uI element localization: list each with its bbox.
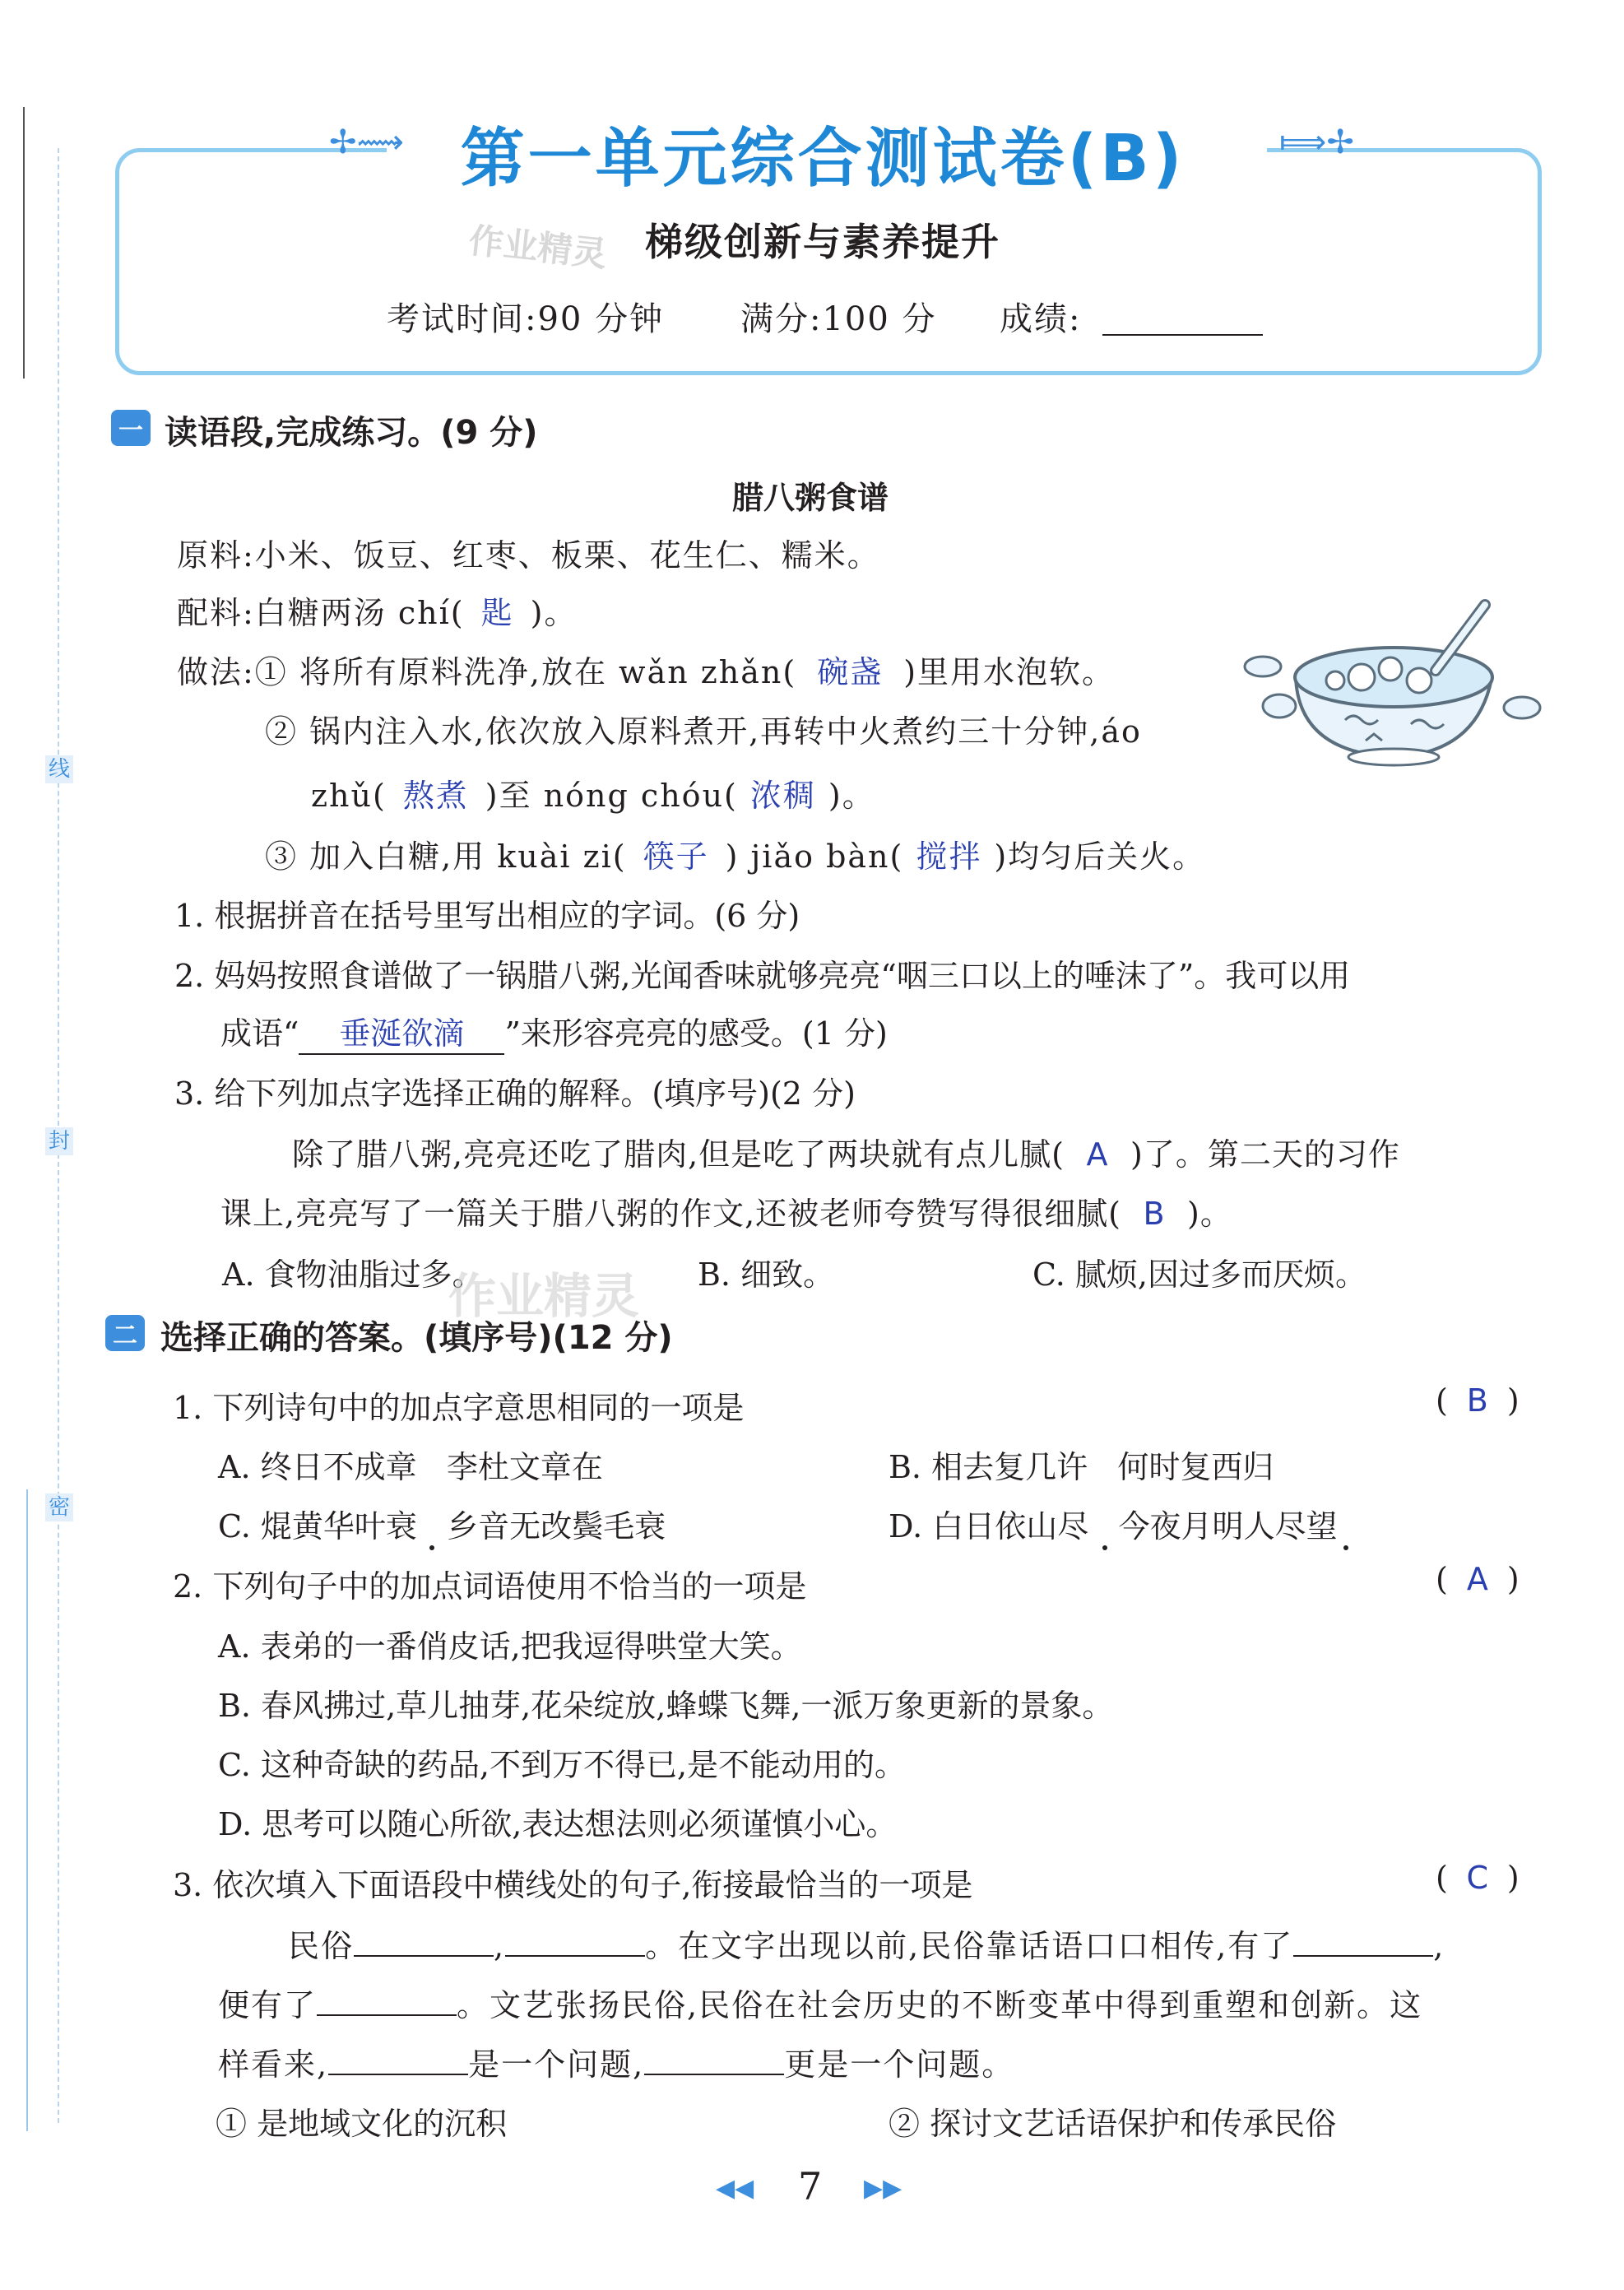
header-ornament-left: ✢⟿ bbox=[329, 123, 404, 161]
s2-q3-option-1: ① 是地域文化的沉积 bbox=[216, 2106, 508, 2142]
answer-kuaizi[interactable]: 筷子 bbox=[643, 838, 709, 875]
s2-q2-option-d: D. 思考可以随心所欲,表达想法则必须谨慎小心。 bbox=[218, 1806, 898, 1842]
answer-ni-1[interactable]: A bbox=[1086, 1136, 1109, 1173]
s2-q3-passage-3: 样看来, 是一个问题, 更是一个问题。 bbox=[218, 2039, 1014, 2084]
page-number: 7 bbox=[798, 2164, 823, 2209]
score-label: 成绩: bbox=[1000, 300, 1082, 338]
s2-q2-answer[interactable]: A bbox=[1466, 1561, 1490, 1597]
watermark-logo: 作业精灵 bbox=[466, 220, 609, 275]
page-subtitle: 梯级创新与素养提升 bbox=[645, 220, 1000, 264]
section-1-number: 一 bbox=[111, 410, 151, 446]
recipe-title: 腊八粥食谱 bbox=[732, 480, 889, 516]
s2-q2-option-a: A. 表弟的一番俏皮话,把我逗得哄堂大笑。 bbox=[218, 1628, 802, 1665]
s1-q3: 3. 给下列加点字选择正确的解释。(填序号)(2 分) bbox=[174, 1075, 856, 1112]
s2-q2-option-c: C. 这种奇缺的药品,不到万不得已,是不能动用的。 bbox=[218, 1747, 907, 1783]
s2-q1-option-b: B. 相去复几许 何时复西归 bbox=[889, 1449, 1274, 1485]
score-blank[interactable] bbox=[1102, 334, 1263, 336]
s1-q2-line2: 成语“ 垂涎欲滴 ”来形容亮亮的感受。(1 分) bbox=[220, 1008, 888, 1055]
s2-q1: 1. 下列诗句中的加点字意思相同的一项是 bbox=[173, 1390, 745, 1426]
page-title: 第一单元综合测试卷(B) bbox=[460, 122, 1186, 196]
s1-q3-option-a: A. 食物油脂过多。 bbox=[222, 1256, 484, 1293]
s2-q3-option-2: ② 探讨文艺话语保护和传承民俗 bbox=[889, 2106, 1337, 2142]
fill-blank[interactable] bbox=[328, 2042, 468, 2075]
fill-blank[interactable] bbox=[1293, 1924, 1433, 1957]
s2-q1-option-c: C. 焜黄华叶衰 乡音无改鬓毛衰 bbox=[218, 1508, 666, 1544]
fill-blank[interactable] bbox=[644, 2042, 784, 2075]
s2-q3: 3. 依次填入下面语段中横线处的句子,衔接最恰当的一项是 bbox=[173, 1867, 973, 1903]
s2-q1-answer[interactable]: B bbox=[1466, 1382, 1490, 1419]
s2-q1-option-d: D. 白日依山尽 今夜月明人尽望 bbox=[889, 1508, 1338, 1544]
recipe-ingredients: 原料:小米、饭豆、红枣、板栗、花生仁、糯米。 bbox=[177, 537, 880, 574]
fill-blank[interactable] bbox=[317, 1983, 457, 2016]
answer-wanzhan[interactable]: 碗盏 bbox=[817, 654, 884, 690]
emphasis-dot bbox=[1102, 1545, 1107, 1550]
s2-q2: 2. 下列句子中的加点词语使用不恰当的一项是 bbox=[173, 1568, 807, 1605]
recipe-method-3: ③ 加入白糖,用 kuài zi( 筷子 ) jiǎo bàn( 搅拌 )均匀后关火。 bbox=[265, 831, 1205, 876]
porridge-bowl-illustration bbox=[1230, 588, 1543, 778]
full-score: 满分:100 分 bbox=[740, 300, 937, 338]
s2-q3-answer[interactable]: C bbox=[1466, 1860, 1491, 1896]
fill-blank[interactable] bbox=[505, 1924, 645, 1957]
margin-label-xian: 线 bbox=[45, 755, 73, 783]
section-2-number: 二 bbox=[105, 1315, 145, 1351]
s1-q3-option-b: B. 细致。 bbox=[698, 1256, 835, 1293]
answer-idiom[interactable]: 垂涎欲滴 bbox=[299, 1008, 504, 1055]
exam-time: 考试时间:90 分钟 bbox=[387, 300, 665, 338]
margin-label-mi: 密 bbox=[45, 1493, 73, 1521]
answer-aozhu[interactable]: 熬煮 bbox=[402, 778, 469, 814]
s2-q3-passage-2: 便有了 。文艺张扬民俗,民俗在社会历史的不断变革中得到重塑和创新。这 bbox=[218, 1980, 1422, 2025]
prev-page-icon[interactable]: ◀◀ bbox=[716, 2174, 754, 2203]
next-page-icon[interactable]: ▶▶ bbox=[864, 2174, 902, 2203]
s2-q1-bracket: ( B ) bbox=[1436, 1382, 1521, 1419]
recipe-method-1: 做法:① 将所有原料洗净,放在 wǎn zhǎn( 碗盏 )里用水泡软。 bbox=[177, 647, 1115, 692]
s1-q2-line1: 2. 妈妈按照食谱做了一锅腊八粥,光闻香味就够亮亮“咽三口以上的唾沫了”。我可以用 bbox=[174, 958, 1351, 994]
recipe-method-2: ② 锅内注入水,依次放入原料煮开,再转中火煮约三十分钟,áo bbox=[265, 713, 1142, 750]
header-ornament-right: ⟾✢ bbox=[1279, 123, 1354, 161]
s1-q3-option-c: C. 腻烦,因过多而厌烦。 bbox=[1032, 1256, 1366, 1293]
section-1-title: 读语段,完成练习。(9 分) bbox=[165, 414, 538, 452]
margin-label-feng: 封 bbox=[45, 1127, 73, 1155]
s2-q2-bracket: ( A ) bbox=[1436, 1561, 1521, 1597]
binding-line bbox=[23, 107, 25, 379]
s1-q3-passage-2: 课上,亮亮写了一篇关于腊八粥的作文,还被老师夸赞写得很细腻( B )。 bbox=[220, 1196, 1232, 1232]
answer-nongchou[interactable]: 浓稠 bbox=[749, 778, 816, 814]
s2-q3-bracket: ( C ) bbox=[1436, 1860, 1521, 1896]
s1-q3-passage-1: 除了腊八粥,亮亮还吃了腊肉,但是吃了两块就有点儿腻( A )了。第二天的习作 bbox=[292, 1136, 1400, 1173]
answer-jiaoban[interactable]: 搅拌 bbox=[916, 838, 982, 875]
s2-q1-option-a: A. 终日不成章 李杜文章在 bbox=[218, 1449, 603, 1485]
answer-chi[interactable]: 匙 bbox=[480, 595, 514, 631]
answer-ni-2[interactable]: B bbox=[1143, 1196, 1166, 1232]
s2-q3-passage-1: 民俗 , 。在文字出现以前,民俗靠话语口口相传,有了 , bbox=[288, 1921, 1445, 1966]
emphasis-dot bbox=[1343, 1545, 1348, 1550]
section-2-title: 选择正确的答案。(填序号)(12 分) bbox=[160, 1319, 673, 1357]
s1-q1: 1. 根据拼音在括号里写出相应的字词。(6 分) bbox=[174, 898, 800, 934]
recipe-method-2-cont: zhǔ( 熬煮 )至 nóng chóu( 浓稠 )。 bbox=[311, 770, 875, 815]
fill-blank[interactable] bbox=[354, 1924, 494, 1957]
emphasis-dot bbox=[429, 1545, 434, 1550]
binding-side-line bbox=[26, 1489, 28, 2131]
recipe-seasoning: 配料:白糖两汤 chí( 匙 )。 bbox=[177, 588, 577, 633]
s2-q2-option-b: B. 春风拂过,草儿抽芽,花朵绽放,蜂蝶飞舞,一派万象更新的景象。 bbox=[218, 1688, 1114, 1724]
watermark-logo-2: 作业精灵 bbox=[448, 1268, 640, 1324]
